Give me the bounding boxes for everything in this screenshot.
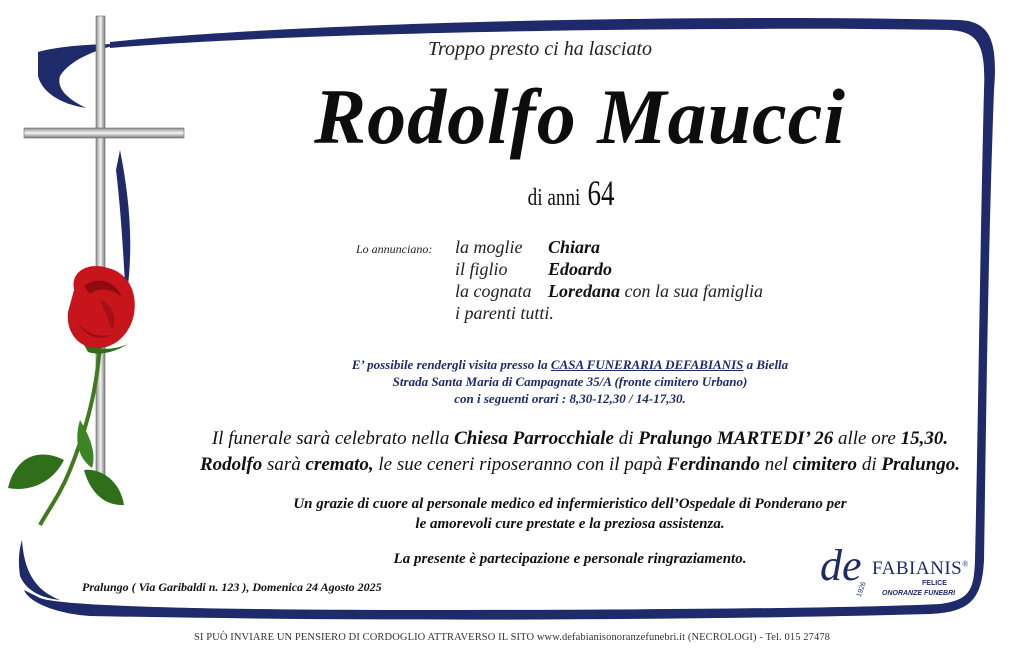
logo-registered: ® xyxy=(962,559,969,569)
rose-icon xyxy=(68,266,135,348)
notice-subtitle: Troppo presto ci ha lasciato xyxy=(427,38,653,60)
logo-subtitle-2: ONORANZE FUNEBRI xyxy=(882,590,956,597)
funeral-line-2 xyxy=(160,452,1000,478)
funeral-line-1 xyxy=(160,426,1000,452)
defabianis-logo xyxy=(820,520,970,605)
place-date: Pralungo ( Via Garibaldi n. 123 ), Domenica 24 Agosto 2025 xyxy=(82,580,382,594)
deceased-name: Rodolfo Maucci xyxy=(314,73,846,160)
rose-leaf-1 xyxy=(8,455,64,489)
visit-line-3: con i seguenti orari : 8,30-12,30 / 14-17,30. xyxy=(454,391,686,406)
visit-info xyxy=(250,356,890,407)
logo-subtitle-1: FELICE xyxy=(922,580,947,587)
logo-script: de xyxy=(820,541,862,590)
announcer-relation: la moglie xyxy=(455,237,523,257)
age-label: di anni xyxy=(527,185,581,211)
announcer-row xyxy=(455,280,763,302)
thanks-line-2: le amorevoli cure prestate e la preziosa assistenza. xyxy=(415,516,725,532)
thanks-line-1: Un grazie di cuore al personale medico ed infermieristico dell’Ospedale di Ponderano per xyxy=(293,496,847,512)
funeral-text: Il funerale sarà celebrato nella xyxy=(211,428,455,449)
funeral-bold: Ferdinando xyxy=(667,454,760,475)
announcer-name: Loredana xyxy=(548,281,620,301)
footer-contact: SI PUÒ INVIARE UN PENSIERO DI CORDOGLIO ATTRAVERSO IL SITO www.defabianisonoranzefunebri.it (NECROLOGI) - Tel. 015 27478 xyxy=(193,632,831,643)
announcer-relation: la cognata xyxy=(455,281,532,301)
cross-vertical xyxy=(96,16,105,476)
visit-text: a Biella xyxy=(743,357,789,372)
logo-brand-text: FABIANIS xyxy=(872,558,963,579)
rose-leaf-2 xyxy=(84,470,124,505)
announcer-relation: i parenti tutti. xyxy=(455,303,554,323)
funeral-bold: Rodolfo xyxy=(199,454,263,475)
funeral-text: sarà xyxy=(262,454,306,475)
announcer-suffix: con la sua famiglia xyxy=(620,281,763,301)
announcer-row xyxy=(455,258,763,280)
frame-corner-swoosh xyxy=(38,44,120,108)
thanks-message xyxy=(240,494,900,534)
age-value: 64 xyxy=(587,173,615,213)
logo-year: 1926 xyxy=(855,580,868,599)
cross-horizontal xyxy=(24,128,184,138)
funeral-home-name: CASA FUNERARIA DEFABIANIS xyxy=(550,357,744,372)
visit-text: E’ possibile rendergli visita presso la xyxy=(351,357,551,372)
funeral-text: di xyxy=(857,454,882,475)
announcer-name: Edoardo xyxy=(548,259,613,279)
announcer-row xyxy=(455,236,763,258)
announcers-list xyxy=(455,236,763,324)
visit-line-2: Strada Santa Maria di Campagnate 35/A (fronte cimitero Urbano) xyxy=(392,374,748,389)
funeral-time: 15,30. xyxy=(900,428,949,449)
funeral-place-day: Pralungo MARTEDI’ 26 xyxy=(638,428,834,449)
funeral-bold: cimitero xyxy=(792,454,858,475)
announcer-relation: il figlio xyxy=(455,259,508,279)
funeral-text: alle ore xyxy=(833,428,901,449)
funeral-bold: Pralungo. xyxy=(881,454,961,475)
funeral-bold: cremato, xyxy=(305,454,374,475)
funeral-text: le sue ceneri riposeranno con il papà xyxy=(373,454,668,475)
visit-line-1 xyxy=(250,356,890,373)
funeral-text: nel xyxy=(759,454,793,475)
funeral-info xyxy=(160,426,1000,478)
closing-line: La presente è partecipazione e personale ringraziamento. xyxy=(393,551,747,567)
announcers-label: Lo annunciano: xyxy=(356,242,433,256)
logo-brand xyxy=(872,558,969,580)
announcer-name: Chiara xyxy=(548,237,601,257)
funeral-text: di xyxy=(614,428,639,449)
rose-stem xyxy=(40,345,100,525)
church-name: Chiesa Parrocchiale xyxy=(454,428,614,449)
age-line xyxy=(470,172,670,214)
announcer-row xyxy=(455,302,763,324)
